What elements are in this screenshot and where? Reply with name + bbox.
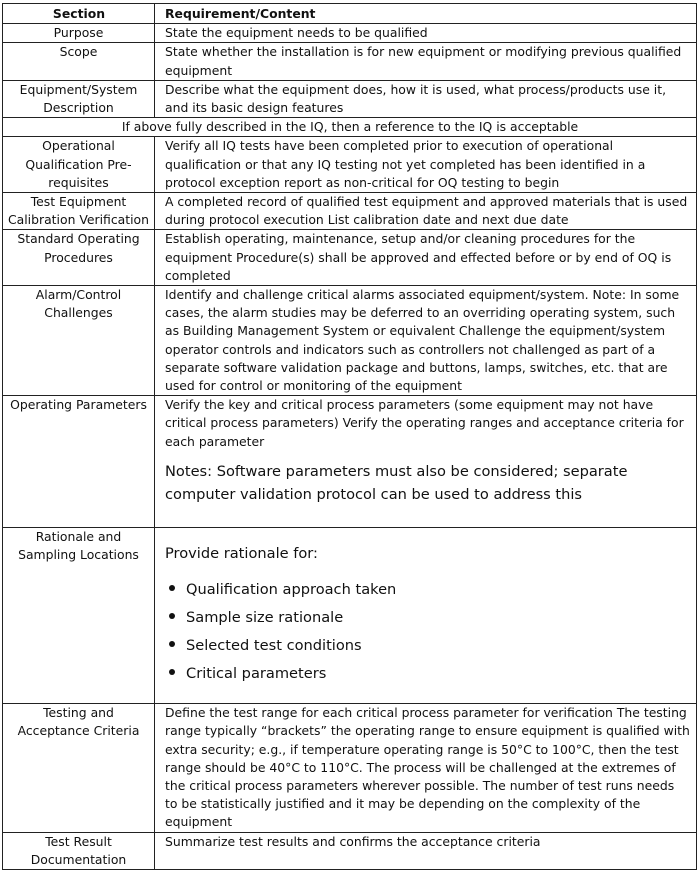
table-row [3, 24, 697, 43]
table-row [3, 137, 697, 193]
content-cell [155, 528, 697, 704]
section-cell: Operational Qualification Pre-requisites [3, 137, 155, 193]
table-row [3, 193, 697, 230]
section-cell: Operating Parameters [3, 396, 155, 528]
table-row [3, 832, 697, 869]
content-cell: State whether the installation is for new equipment or modifying previous qualified equipment [155, 43, 697, 80]
table-row [3, 43, 697, 80]
content-cell: Verify all IQ tests have been completed prior to execution of operational qualification or that any IQ testing not yet completed has been identified in a protocol exception report as non-critical for OQ testing to begin [155, 137, 697, 193]
section-cell: Purpose [3, 24, 155, 43]
header-row [3, 4, 697, 24]
section-column-header: Section [3, 4, 155, 24]
list-item-text: Selected test conditions [186, 637, 362, 655]
rationale-bullet-list [165, 578, 690, 685]
bullet-icon [169, 641, 175, 647]
section-cell: Rationale and Sampling Locations [3, 528, 155, 704]
content-cell: Identify and challenge critical alarms associated equipment/system. Note: In some cases, the alarm studies may be deferred to an overriding operating system, such as Building Management System or equivalent Challenge the equipment/system operator controls and indicators such as controllers not challenged as part of a separate software validation package and buttons, lamps, switches, etc. that are used for control or monitoring of the equipment [155, 286, 697, 396]
section-cell: Scope [3, 43, 155, 80]
content-cell: Establish operating, maintenance, setup and/or cleaning procedures for the equipment Procedure(s) shall be approved and effected before or by end of OQ is completed [155, 230, 697, 286]
list-item-text: Critical parameters [186, 665, 327, 683]
oq-requirements-table [2, 3, 697, 870]
list-item [169, 634, 690, 657]
section-cell: Equipment/System Description [3, 80, 155, 117]
content-cell: A completed record of qualified test equipment and approved materials that is used during protocol execution List calibration date and next due date [155, 193, 697, 230]
content-text: Verify the key and critical process parameters (some equipment may not have critical process parameters) Verify the operating ranges and acceptance criteria for each parameter [165, 397, 684, 449]
bullet-icon [169, 669, 175, 675]
list-item [169, 606, 690, 629]
section-cell: Standard Operating Procedures [3, 230, 155, 286]
content-cell: Define the test range for each critical process parameter for verification The testing range typically “brackets” the operating range to ensure equipment is qualified with extra security; e.g., if temperature operating range is 50°C to 100°C, then the test range should be 40°C to 110°C. The process will be challenged at the extremes of the critical process parameters wherever possible. The number of test runs needs to be statistically justified and it may be depending on the complexity of the equipment [155, 704, 697, 832]
section-cell: Testing and Acceptance Criteria [3, 704, 155, 832]
content-cell: State the equipment needs to be qualified [155, 24, 697, 43]
table-row [3, 80, 697, 117]
list-item [169, 578, 690, 601]
bullet-icon [169, 613, 175, 619]
bullet-icon [169, 585, 175, 591]
list-item-text: Sample size rationale [186, 609, 344, 627]
rationale-lead-text: Provide rationale for: [165, 545, 318, 563]
table-row [3, 704, 697, 832]
spanning-note: If above fully described in the IQ, then a reference to the IQ is acceptable [3, 118, 697, 137]
spanning-note-row [3, 118, 697, 137]
table-row [3, 230, 697, 286]
section-cell: Alarm/Control Challenges [3, 286, 155, 396]
section-cell: Test Equipment Calibration Verification [3, 193, 155, 230]
table-row [3, 286, 697, 396]
content-cell [155, 396, 697, 528]
section-cell: Test Result Documentation [3, 832, 155, 869]
list-item [169, 662, 690, 685]
requirement-column-header: Requirement/Content [155, 4, 697, 24]
table-row [3, 396, 697, 528]
notes-text: Notes: Software parameters must also be considered; separate computer validation protocol can be used to address this [165, 462, 628, 503]
content-cell: Summarize test results and confirms the acceptance criteria [155, 832, 697, 869]
list-item-text: Qualification approach taken [186, 581, 397, 599]
table-row [3, 528, 697, 704]
content-cell: Describe what the equipment does, how it is used, what process/products use it, and its basic design features [155, 80, 697, 117]
